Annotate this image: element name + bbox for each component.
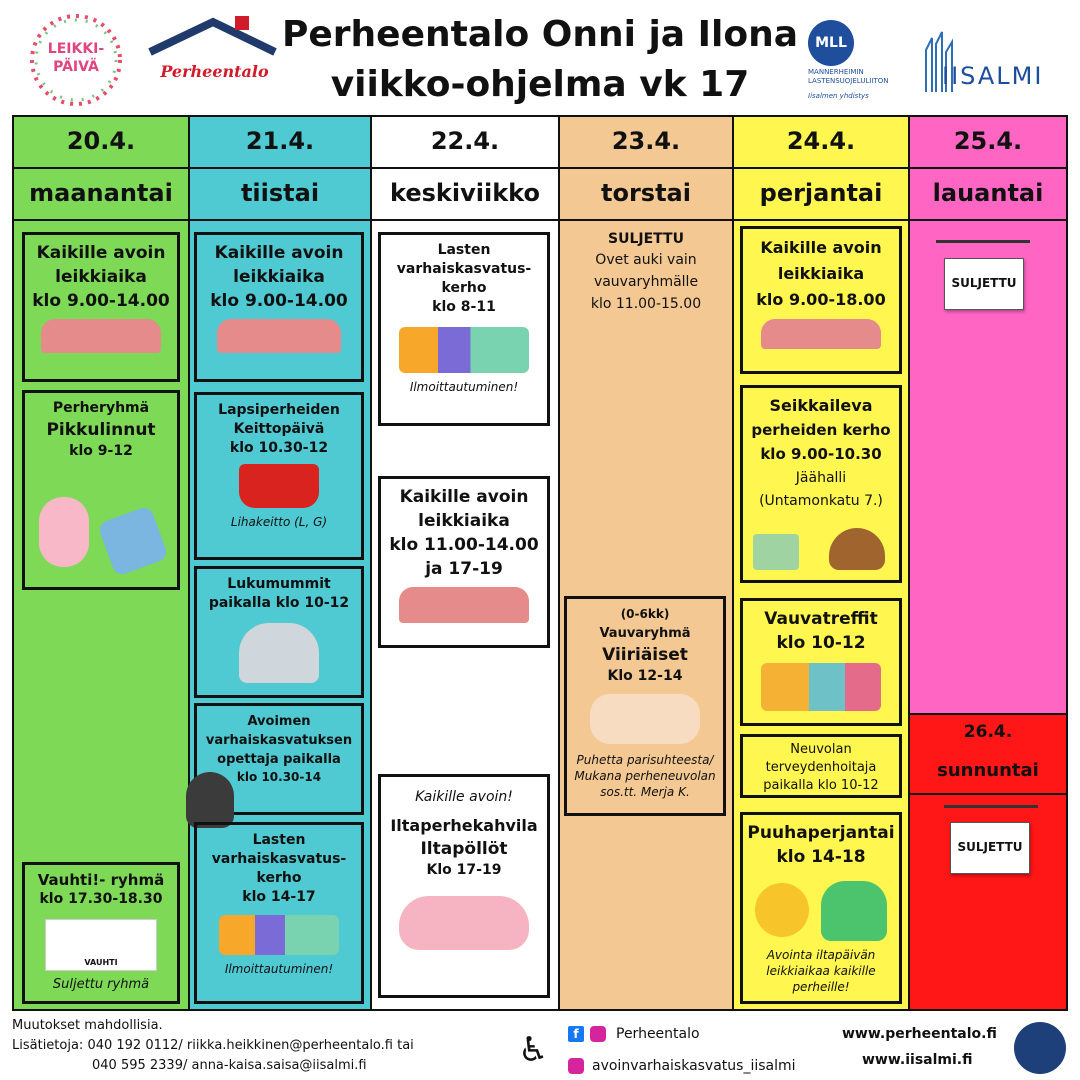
tue-luku-l2: paikalla klo 10-12	[208, 595, 350, 611]
finland-emblem-icon	[1014, 1022, 1066, 1074]
mon-vauhti-l1: Vauhti!- ryhmä	[37, 871, 165, 889]
date-wednesday: 22.4.	[372, 117, 558, 169]
fri-open-l3: klo 9.00-18.00	[756, 290, 886, 309]
fri-seik-l1: Seikkaileva	[769, 396, 873, 415]
mll-text: MANNERHEIMIN LASTENSUOJELULIITON	[808, 68, 889, 85]
day-sunday: sunnuntai	[910, 751, 1066, 795]
thu-closed-l4: klo 11.00-15.00	[590, 296, 702, 312]
wed-kerho-l1: Lasten	[437, 242, 491, 258]
thu-baby-l3: Viiriäiset	[602, 645, 688, 665]
map-icon	[753, 534, 799, 570]
tue-ope-l2: varhaiskasvatuksen	[205, 733, 353, 748]
leikkipaiva-logo	[22, 10, 130, 110]
wed-kerho-box	[378, 232, 550, 426]
sat-closed-sign: SULJETTU	[944, 258, 1024, 310]
thu-closed-notice	[560, 230, 732, 315]
footer-contact-1: Lisätietoja: 040 192 0112/ riikka.heikkinen@perheentalo.fi tai	[12, 1038, 414, 1053]
tue-ope-l3: opettaja paikalla	[217, 752, 341, 767]
tue-kerho-l1: Lasten	[252, 832, 306, 848]
wheelchair-icon: ♿	[518, 1030, 549, 1070]
sat-sign-rod	[936, 240, 1030, 243]
day-thursday: torstai	[560, 169, 732, 221]
website-perheentalo[interactable]: www.perheentalo.fi	[842, 1026, 997, 1042]
toy-car-icon	[399, 587, 529, 623]
page-title-line1: Perheentalo Onni ja Ilona	[281, 14, 799, 55]
day-tuesday: tiistai	[190, 169, 370, 221]
leikkipaiva-text: LEIKKI-PÄIVÄ	[47, 41, 105, 75]
mon-pk-l1: Perheryhmä	[52, 400, 150, 416]
fri-neuvola-l2: terveydenhoitaja	[765, 760, 877, 775]
fri-puuha-note1: Avointa iltapäivän	[766, 948, 876, 962]
handprints-blocks-icon	[399, 327, 529, 373]
toy-animals-icon	[761, 663, 881, 711]
column-saturday	[908, 115, 1068, 715]
wed-kerho-l3: kerho	[441, 280, 487, 296]
toy-car-icon	[761, 319, 881, 349]
tue-open-l2: leikkiaika	[233, 267, 325, 287]
tue-open-play-box	[194, 232, 364, 382]
wed-kerho-note: Ilmoittautuminen!	[409, 380, 519, 394]
fri-vauva-l2: klo 10-12	[776, 633, 866, 653]
bunny-icon	[39, 497, 89, 567]
hedgehog-icon	[829, 528, 885, 570]
sun-sign-rod	[944, 805, 1038, 808]
thu-baby-note3: sos.tt. Merja K.	[600, 785, 690, 799]
fri-seik-l4: Jäähalli	[795, 470, 847, 486]
craft-scissors-icon	[97, 505, 169, 577]
wed-kerho-l4: klo 8-11	[432, 299, 496, 315]
wed-cafe-l1: Iltaperhekahvila	[390, 816, 538, 835]
mon-vauhti-l2: klo 17.30-18.30	[39, 891, 163, 907]
soup-pot-icon	[239, 464, 319, 508]
mon-pk-l2: Pikkulinnut	[46, 420, 156, 440]
date-monday: 20.4.	[14, 117, 188, 169]
mon-vauhti-box	[22, 862, 180, 1004]
wed-cafe-note: Kaikille avoin!	[415, 789, 513, 805]
mon-perheryhma-box	[22, 390, 180, 590]
tue-open-l3: klo 9.00-14.00	[210, 291, 348, 311]
fri-neuvola-box	[740, 734, 902, 798]
thu-closed-l3: vauvaryhmälle	[593, 274, 699, 290]
tue-soup-note: Lihakeitto (L, G)	[230, 515, 328, 529]
facebook-link[interactable]: Perheentalo	[616, 1026, 700, 1042]
mon-open-play-box	[22, 232, 180, 382]
sun-closed-sign: SULJETTU	[950, 822, 1030, 874]
instagram-icon	[568, 1058, 584, 1074]
crow-mascot-icon	[186, 772, 234, 828]
sun-icon	[755, 883, 809, 937]
tue-lukumummit-box	[194, 566, 364, 698]
fri-seik-l5: (Untamonkatu 7.)	[759, 493, 883, 509]
mll-sub: Iisalmen yhdistys	[808, 92, 869, 100]
mon-open-l2: leikkiaika	[55, 267, 147, 287]
tue-soup-l2: Keittopäivä	[233, 421, 325, 437]
fri-open-play-box	[740, 226, 902, 374]
day-friday: perjantai	[734, 169, 908, 221]
fri-adventure-box	[740, 385, 902, 583]
wed-kerho-l2: varhaiskasvatus-	[396, 261, 532, 277]
fri-puuha-box	[740, 812, 902, 1004]
date-friday: 24.4.	[734, 117, 908, 169]
fri-neuvola-l3: paikalla klo 10-12	[763, 778, 879, 793]
owls-icon	[399, 896, 529, 950]
facebook-icon: f	[568, 1026, 584, 1042]
wed-cafe-l2: Iltapöllöt	[420, 839, 508, 859]
date-thursday: 23.4.	[560, 117, 732, 169]
mon-vauhti-note: Suljettu ryhmä	[52, 977, 150, 992]
thu-baby-l1: (0-6kk)	[620, 607, 670, 621]
tue-luku-l1: Lukumummit	[227, 576, 331, 592]
fri-seik-l3: klo 9.00-10.30	[760, 445, 882, 463]
fri-puuha-note3: perheille!	[792, 980, 850, 994]
iisalmi-text: IISALMI	[942, 62, 1044, 90]
mon-open-l3: klo 9.00-14.00	[32, 291, 170, 311]
dinosaur-icon	[821, 881, 887, 941]
grandma-reading-icon	[239, 623, 319, 683]
thu-closed-l1: SULJETTU	[608, 231, 684, 247]
tue-ope-l1: Avoimen	[247, 714, 311, 729]
tue-soup-day-box	[194, 392, 364, 560]
day-saturday: lauantai	[910, 169, 1066, 221]
thu-baby-l4: Klo 12-14	[607, 668, 683, 684]
date-tuesday: 21.4.	[190, 117, 370, 169]
tue-ope-l4: klo 10.30-14	[236, 770, 322, 784]
date-sunday: 26.4.	[963, 722, 1013, 742]
mll-logo	[808, 20, 908, 110]
thu-baby-l2: Vauvaryhmä	[599, 626, 691, 641]
fri-puuha-l2: klo 14-18	[776, 847, 866, 867]
page-title-line2: viikko-ohjelma vk 17	[330, 64, 750, 105]
perheentalo-logo-text: Perheentalo	[160, 62, 269, 81]
footer-contact-2: 040 595 2339/ anna-kaisa.saisa@iisalmi.fi	[92, 1058, 367, 1073]
vauhti-logo	[45, 919, 157, 971]
tue-soup-l1: Lapsiperheiden	[218, 402, 340, 418]
thu-closed-l2: Ovet auki vain	[595, 252, 697, 268]
date-saturday: 25.4.	[910, 117, 1066, 169]
fri-seik-l2: perheiden kerho	[751, 421, 891, 439]
instagram-link[interactable]: avoinvarhaiskasvatus_iisalmi	[592, 1058, 796, 1074]
fri-puuha-note2: leikkiaikaa kaikille	[766, 964, 876, 978]
day-wednesday: keskiviikko	[372, 169, 558, 221]
fri-open-l1: Kaikille avoin	[760, 238, 882, 257]
mon-open-l1: Kaikille avoin	[36, 243, 166, 263]
instagram-icon	[590, 1026, 606, 1042]
vauhti-logo-text: VAUHTI	[84, 958, 118, 967]
wed-cafe-box	[378, 774, 550, 998]
day-monday: maanantai	[14, 169, 188, 221]
tue-kerho-l2: varhaiskasvatus-	[211, 851, 347, 867]
website-iisalmi[interactable]: www.iisalmi.fi	[862, 1052, 973, 1068]
tue-soup-l3: klo 10.30-12	[229, 440, 329, 456]
tue-kerho-note: Ilmoittautuminen!	[224, 962, 334, 976]
fri-baby-date-box	[740, 598, 902, 726]
toy-car-icon	[41, 319, 161, 353]
wed-cafe-l3: Klo 17-19	[426, 862, 502, 878]
footer-changes: Muutokset mahdollisia.	[12, 1018, 163, 1033]
tue-open-l1: Kaikille avoin	[214, 243, 344, 263]
thu-baby-note1: Puhetta parisuhteesta/	[576, 753, 714, 767]
tue-kerho-box	[194, 822, 364, 1004]
wed-open-l3: klo 11.00-14.00	[389, 535, 539, 555]
babies-icon	[590, 694, 700, 744]
wed-open-l4: ja 17-19	[425, 559, 503, 579]
wed-open-l2: leikkiaika	[418, 511, 510, 531]
mll-badge: MLL	[808, 20, 854, 66]
wed-open-l1: Kaikille avoin	[399, 487, 529, 507]
tue-kerho-l3: kerho	[256, 870, 302, 886]
mon-pk-l3: klo 9-12	[69, 443, 133, 459]
fri-vauva-l1: Vauvatreffit	[764, 609, 878, 629]
thu-baby-note2: Mukana perheneuvolan	[574, 769, 716, 783]
wed-open-play-box	[378, 476, 550, 648]
thu-baby-group-box	[564, 596, 726, 816]
iisalmi-logo	[920, 30, 1060, 100]
fri-open-l2: leikkiaika	[777, 264, 865, 283]
handprints-blocks-icon	[219, 915, 339, 955]
toy-car-icon	[217, 319, 341, 353]
fri-neuvola-l1: Neuvolan	[790, 742, 852, 757]
fri-puuha-l1: Puuhaperjantai	[747, 823, 895, 843]
tue-kerho-l4: klo 14-17	[242, 889, 316, 905]
